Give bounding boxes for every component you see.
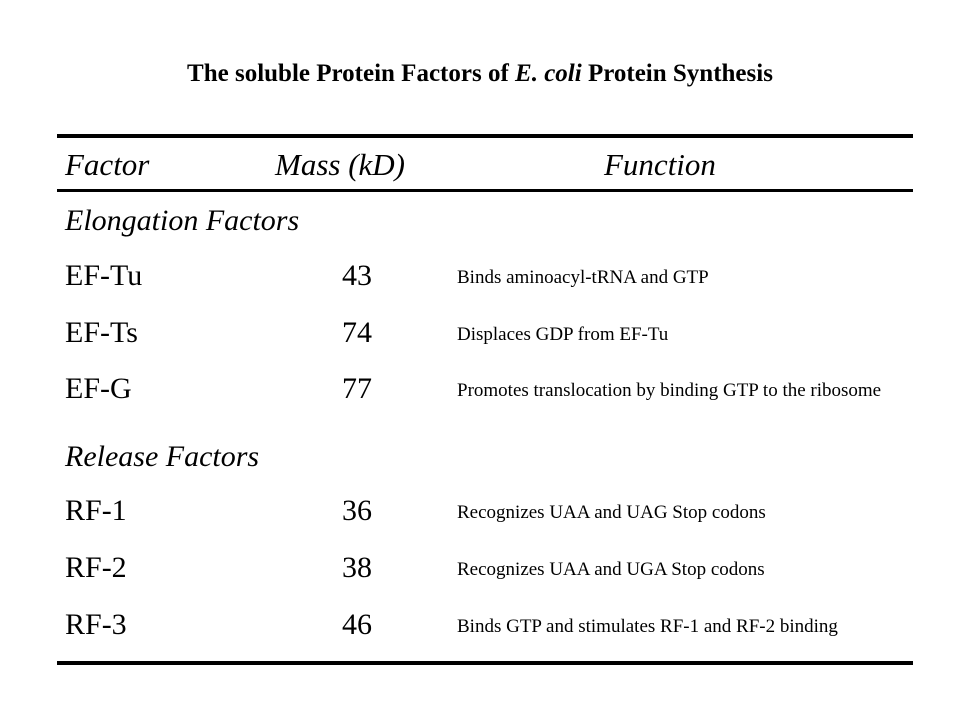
function-cell: Displaces GDP from EF-Tu	[457, 324, 669, 345]
header-mass: Mass (kD)	[275, 147, 405, 182]
factor-cell: RF-1	[65, 494, 127, 527]
function-cell: Binds aminoacyl-tRNA and GTP	[457, 267, 709, 288]
mass-cell: 74	[342, 316, 372, 349]
header-factor: Factor	[65, 147, 150, 182]
mass-cell: 36	[342, 494, 372, 527]
mass-cell: 43	[342, 259, 372, 292]
factor-cell: RF-3	[65, 608, 127, 641]
table-bottom-rule	[57, 661, 913, 665]
function-cell: Recognizes UAA and UAG Stop codons	[457, 502, 766, 523]
table-top-rule	[57, 134, 913, 138]
section-heading-release: Release Factors	[65, 440, 260, 473]
title-part-1: The soluble Protein Factors of	[187, 60, 516, 87]
factor-cell: EF-G	[65, 372, 132, 405]
mass-cell: 38	[342, 551, 372, 584]
mass-cell: 46	[342, 608, 372, 641]
factor-cell: RF-2	[65, 551, 127, 584]
function-cell: Recognizes UAA and UGA Stop codons	[457, 559, 765, 580]
function-cell: Binds GTP and stimulates RF-1 and RF-2 binding	[457, 616, 838, 637]
mass-cell: 77	[342, 372, 372, 405]
function-cell: Promotes translocation by binding GTP to the ribosome	[457, 380, 882, 401]
title-part-2: Protein Synthesis	[581, 60, 773, 87]
page-title	[0, 56, 960, 92]
factor-cell: EF-Tu	[65, 259, 143, 292]
table-header-rule	[57, 189, 913, 192]
header-function: Function	[604, 147, 716, 182]
title-organism: E. coli	[515, 60, 582, 87]
section-heading-elongation: Elongation Factors	[65, 204, 300, 237]
factor-cell: EF-Ts	[65, 316, 138, 349]
